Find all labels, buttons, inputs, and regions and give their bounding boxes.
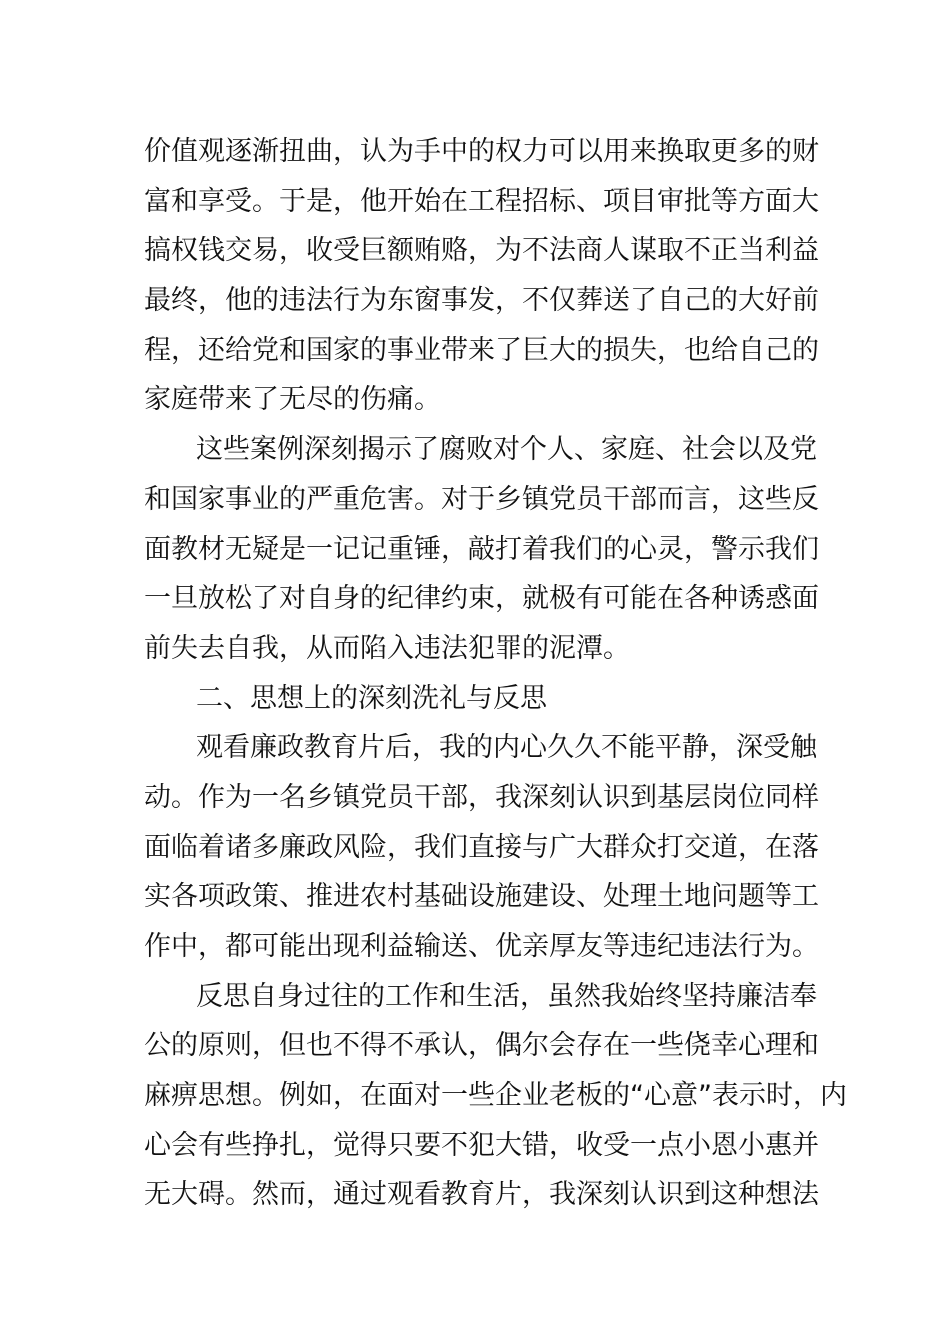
text-line: 反思自身过往的工作和生活，虽然我始终坚持廉洁奉 <box>196 980 817 1012</box>
text-line: 最终，他的违法行为东窗事发，不仅葬送了自己的大好前 <box>144 285 819 317</box>
text-line: 价值观逐渐扭曲，认为手中的权力可以用来换取更多的财 <box>144 136 819 167</box>
text-line: 无大碍。然而，通过观看教育片，我深刻认识到这种想法 <box>144 1179 819 1211</box>
text-line: 动。作为一名乡镇党员干部，我深刻认识到基层岗位同样 <box>144 781 819 813</box>
text-line: 程，还给党和国家的事业带来了巨大的损失，也给自己的 <box>144 334 819 366</box>
text-line: 这些案例深刻揭示了腐败对个人、家庭、社会以及党 <box>196 434 817 466</box>
text-line: 作中，都可能出现利益输送、优亲厚友等违纪违法行为。 <box>144 931 819 962</box>
text-line: 富和享受。于是，他开始在工程招标、项目审批等方面大 <box>144 185 819 217</box>
text-line: 麻痹思想。例如，在面对一些企业老板的“心意”表示时，内 <box>144 1080 847 1112</box>
text-line: 家庭带来了无尽的伤痛。 <box>144 384 441 416</box>
text-line: 公的原则，但也不得不承认，偶尔会存在一些侥幸心理和 <box>144 1030 819 1062</box>
text-line: 实各项政策、推进农村基础设施建设、处理土地问题等工 <box>144 881 819 913</box>
text-line: 和国家事业的严重危害。对于乡镇党员干部而言，这些反 <box>144 483 819 515</box>
text-line: 面临着诸多廉政风险，我们直接与广大群众打交道，在落 <box>144 831 819 863</box>
section-heading: 二、思想上的深刻洗礼与反思 <box>196 682 547 714</box>
text-line: 面教材无疑是一记记重锤，敲打着我们的心灵，警示我们 <box>144 533 819 565</box>
text-line: 一旦放松了对自身的纪律约束，就极有可能在各种诱惑面 <box>144 583 819 615</box>
text-line: 观看廉政教育片后，我的内心久久不能平静，深受触 <box>196 732 817 764</box>
body-text <box>144 127 847 1220</box>
text-line: 搞权钱交易，收受巨额贿赂，为不法商人谋取不正当利益 <box>144 235 819 267</box>
text-line: 心会有些挣扎，觉得只要不犯大错，收受一点小恩小惠并 <box>144 1129 819 1161</box>
text-line: 前失去自我，从而陷入违法犯罪的泥潭。 <box>144 632 630 664</box>
